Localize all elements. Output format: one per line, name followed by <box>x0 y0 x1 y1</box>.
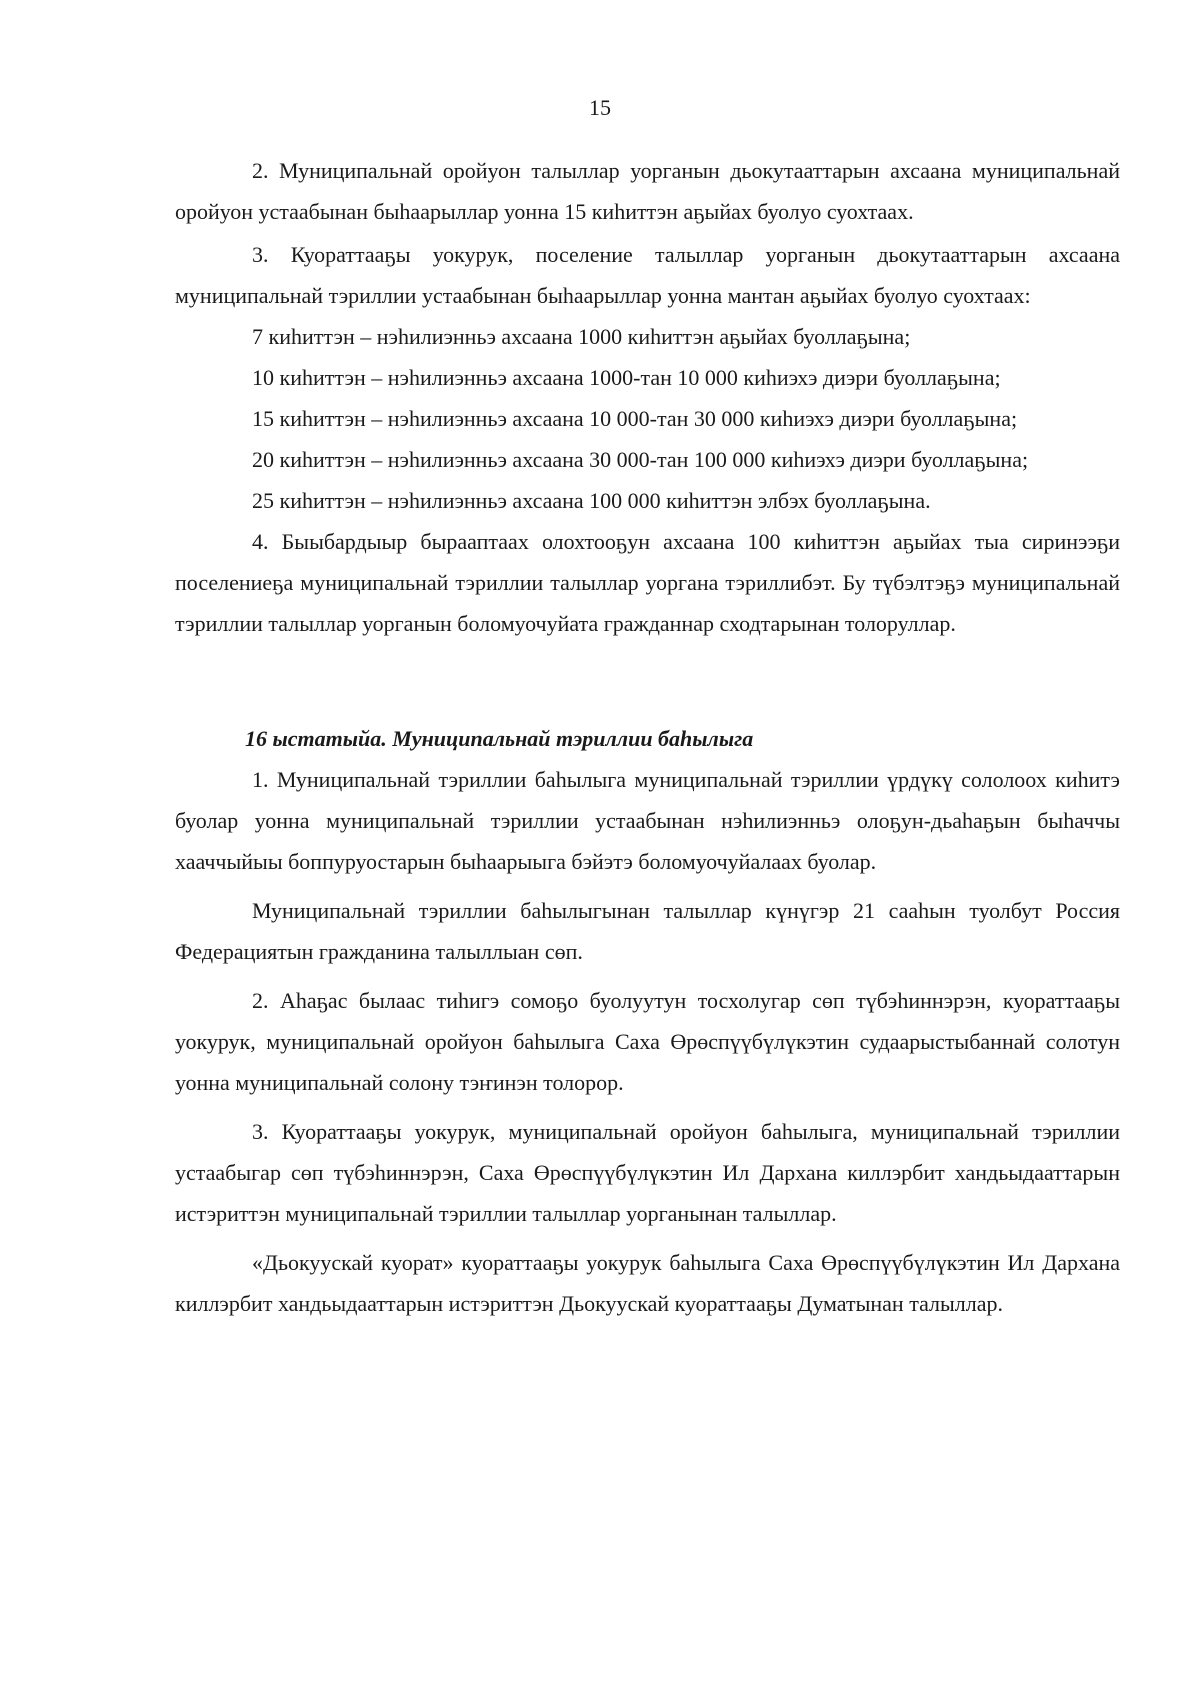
list-item: 10 киhиттэн – нэhилиэнньэ ахсаана 1000-тан 10 000 киhиэхэ диэри буоллаҕына; <box>252 365 1001 390</box>
article-paragraph: «Дьокуускай куорат» куораттааҕы уокурук баhылыга Саха Өрөспүүбүлүкэтин Ил Дархана киллэрбит хандьыдааттарын истэриттэн Дьокуускай куораттааҕы Думатынан талыллар. <box>175 1250 1120 1316</box>
page-number: 15 <box>589 95 611 120</box>
list-item: 25 киhиттэн – нэhилиэнньэ ахсаана 100 000 киhиттэн элбэх буоллаҕына. <box>252 488 931 513</box>
paragraph-2: 2. Муниципальнай оройуон талыллар уорганын дьокутааттарын ахсаана муниципальнай оройуон устаабынан быhаарыллар уонна 15 киhиттэн аҕыйах буолуо суохтаах. <box>175 158 1120 224</box>
paragraph-3: 3. Куораттааҕы уокурук, поселение талыллар уорганын дьокутааттарын ахсаана муниципальнай тэриллии устаабынан быhаарыллар уонна мантан аҕыйах буолуо суохтаах: <box>175 242 1120 308</box>
article-paragraph: 3. Куораттааҕы уокурук, муниципальнай оройуон баhылыга, муниципальнай тэриллии устаабыгар сөп түбэhиннэрэн, Саха Өрөспүүбүлүкэтин Ил Дархана киллэрбит хандьыдааттарын истэриттэн муниципальнай тэриллии талыллар уорганынан талыллар. <box>175 1119 1120 1226</box>
article-paragraph: Муниципальнай тэриллии баhылыгынан талыллар күнүгэр 21 сааhын туолбут Россия Федерациятын гражданина талыллыан сөп. <box>175 898 1120 964</box>
list <box>175 316 1120 521</box>
document-body <box>175 150 1120 1324</box>
list-item: 7 киhиттэн – нэhилиэнньэ ахсаана 1000 киhиттэн аҕыйах буоллаҕына; <box>252 324 911 349</box>
article-paragraph: 2. Аhаҕас былаас тиhигэ сомоҕо буолуутун тосхолугар сөп түбэhиннэрэн, куораттааҕы уокурук, муниципальнай оройуон баhылыга Саха Өрөспүүбүлүкэтин судаарыстыбаннай солотун уонна муниципальнай солону тэҥинэн толорор. <box>175 988 1120 1095</box>
list-item: 15 киhиттэн – нэhилиэнньэ ахсаана 10 000-тан 30 000 киhиэхэ диэри буоллаҕына; <box>252 406 1018 431</box>
article-heading: 16 ыстатыйа. Муниципальнай тэриллии баhылыга <box>245 726 754 751</box>
paragraph-4: 4. Быыбардыыр бырааптаах олохтооҕун ахсаана 100 киhиттэн аҕыйах тыа сиринээҕи поселениеҕа муниципальнай тэриллии талыллар уоргана тэриллибэт. Бу түбэлтэҕэ муниципальнай тэриллии талыллар уорганын боломуочуйата гражданнар сходтарынан толоруллар. <box>175 529 1120 636</box>
article-paragraph: 1. Муниципальнай тэриллии баhылыга муниципальнай тэриллии үрдүкү сололоох киhитэ буолар уонна муниципальнай тэриллии устаабынан нэhилиэнньэ олоҕун-дьаhаҕын быhаччы хааччыйыы боппуруостарын быhаарыыга бэйэтэ боломуочуйалаах буолар. <box>175 767 1120 874</box>
list-item: 20 киhиттэн – нэhилиэнньэ ахсаана 30 000-тан 100 000 киhиэхэ диэри буоллаҕына; <box>252 447 1029 472</box>
